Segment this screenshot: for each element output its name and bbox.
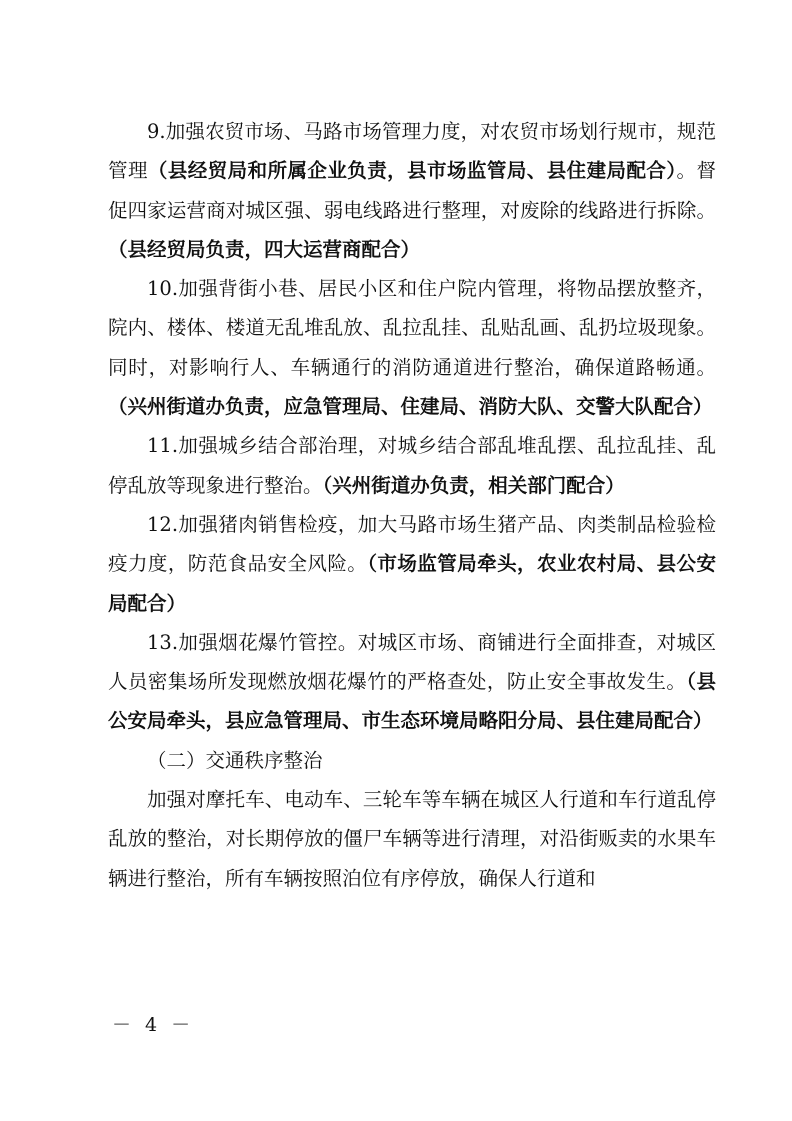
paragraph-text: 10.加强背街小巷、居民小区和住户院内管理，将物品摆放整齐，院内、楼体、楼道无乱堆乱放、乱拉乱挂、乱贴乱画、乱扔垃圾现象。同时，对影响行人、车辆通行的消防通道进行整治，确保道路畅通。	[108, 277, 716, 379]
responsibility-note: （县公安局牵头，县应急管理局、市生态环境局略阳分局、县住建局配合）	[108, 670, 716, 733]
responsibility-note: （县经贸局和所属企业负责，县市场监管局、县住建局配合）	[147, 159, 677, 183]
paragraph-text: 。督促四家运营商对城区强、弱电线路进行整理，对废除的线路进行拆除。	[108, 159, 716, 222]
paragraph-text: 12.加强猪肉销售检疫，加大马路市场生猪产品、肉类制品检验检疫力度，防范食品安全风险。	[108, 512, 716, 576]
section-heading: （二）交通秩序整治	[147, 748, 323, 772]
document-body	[108, 112, 716, 898]
paragraph-text: 11.加强城乡结合部治理，对城乡结合部乱堆乱摆、乱拉乱挂、乱停乱放等现象进行整治。	[108, 434, 716, 497]
paragraph-item-10	[108, 269, 716, 426]
paragraph-traffic-order: 加强对摩托车、电动车、三轮车等车辆在城区人行道和车行道乱停乱放的整治，对长期停放的僵尸车辆等进行清理，对沿街贩卖的水果车辆进行整治，所有车辆按照泊位有序停放，确保人行道和	[108, 788, 716, 890]
paragraph-text: 9.加强农贸市场、马路市场管理力度，对农贸市场划行规市，规范管理	[108, 120, 716, 183]
responsibility-note: （县经贸局负责，四大运营商配合）	[108, 237, 421, 261]
responsibility-note: （兴州街道办负责，相关部门配合）	[322, 473, 625, 497]
paragraph-text: 13.加强烟花爆竹管控。对城区市场、商铺进行全面排查，对城区人员密集场所发现燃放烟花爆竹的严格查处，防止安全事故发生。	[108, 630, 716, 694]
paragraph-item-9	[108, 112, 716, 269]
responsibility-note: （市场监管局牵头，农业农村局、县公安局配合）	[108, 552, 716, 615]
paragraph-item-11	[108, 426, 716, 505]
responsibility-note: （兴州街道办负责，应急管理局、住建局、消防大队、交警大队配合）	[108, 395, 713, 419]
paragraph-item-12	[108, 505, 716, 623]
page-number: － 4 －	[112, 1014, 195, 1036]
paragraph-item-13	[108, 623, 716, 741]
